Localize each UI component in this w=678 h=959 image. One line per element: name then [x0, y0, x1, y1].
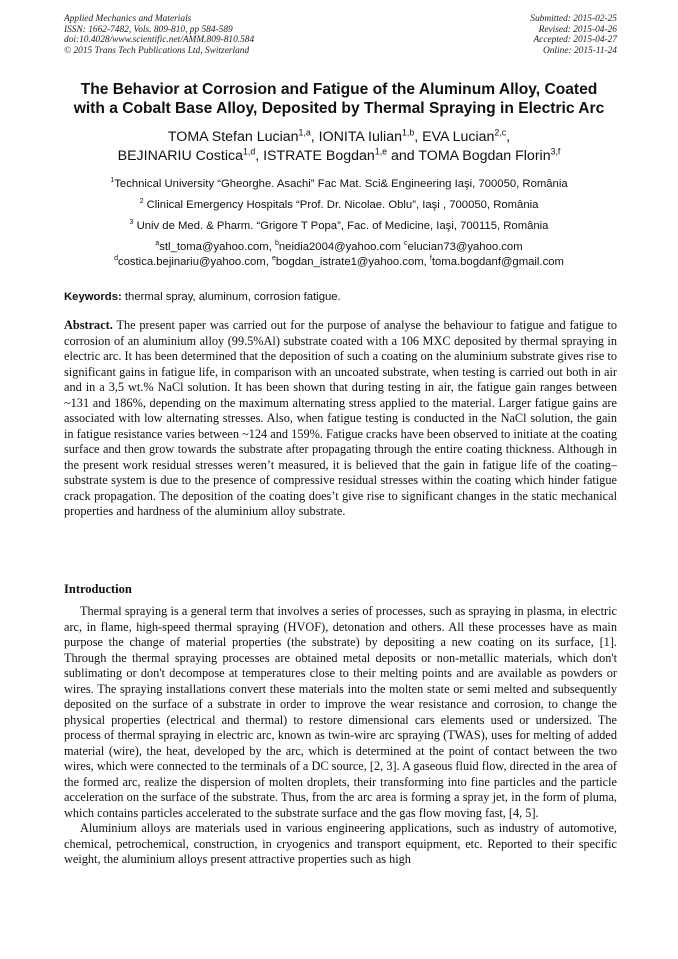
- email-link[interactable]: stl_toma@yahoo.com,: [159, 241, 275, 253]
- paragraph: Aluminium alloys are materials used in various engineering applications, such as industry of automotive, chemical, petrochemical, construction, in cryogenics and transport equipment, etc. Reported to their specific weight, the aluminium alloys present attractive properties such as high: [64, 821, 617, 866]
- keywords-label: Keywords:: [64, 291, 122, 303]
- abstract-text: The present paper was carried out for the purpose of analyse the behaviour to fatigue and fatigue to corrosion of an aluminium alloy (99.5%Al) substrate coated with a 106 MXC deposited by thermal spraying in electric arc. It has been determined that the deposition of such a coating on the aluminium substrate gives rise to significant gains in fatigue life, in comparison with an uncoated substrate, when testing is carried out both in air and in a 3,5 wt.% NaCl solution. It has been shown that during testing in air, the fatigue gain ranges between ~131 and 186%, depending on the maximum alternating stress applied to the material. Larger fatigue gains are associated with low alternating stresses. Also, when fatigue testing is conducted in the NaCl solution, the gain in fatigue resistance varies between ~124 and 159%. Fatigue cracks have been observed to initiate at the coating surface and then grow towards the substrate after propagating through the entire coating thickness. Although in the present work residual stresses weren’t measured, it is believed that the gain in fatigue life of the coating–substrate system is due to the presence of compressive residual stresses within the coating which hinder fatigue crack propagation. The deposition of the coating does’t give rise to significant changes in the static mechanical properties and hardness of the aluminium alloy substrate.: [64, 318, 617, 518]
- author-sep: ,: [506, 129, 511, 145]
- journal-copyright: © 2015 Trans Tech Publications Ltd, Switzerland: [64, 45, 250, 56]
- affiliation-sup: 2: [139, 198, 144, 206]
- affiliation-text: Univ de Med. & Pharm. “Grigore T Popa”, Fac. of Medicine, Iaşi, 700115, România: [136, 220, 549, 232]
- email-sup: e: [271, 254, 276, 262]
- section-heading-introduction: Introduction: [64, 582, 132, 596]
- affiliation-text: Clinical Emergency Hospitals “Prof. Dr. Nicolae. Oblu”, Iaşi , 700050, România: [146, 199, 539, 211]
- affiliation-text: Technical University “Gheorghe. Asachi” Fac Mat. Sci& Engineering Iaşi, 700050, România: [114, 178, 568, 190]
- emails-line-2: [40, 255, 638, 270]
- introduction-body: [64, 604, 617, 868]
- author-sup: 1,b: [401, 127, 415, 138]
- email-sup: a: [155, 240, 160, 248]
- email-link[interactable]: costica.bejinariu@yahoo.com,: [117, 255, 272, 268]
- date-online: Online: 2015-11-24: [542, 45, 617, 56]
- email-link[interactable]: bogdan_istrate1@yahoo.com,: [275, 255, 430, 268]
- title-line-2: with a Cobalt Base Alloy, Deposited by Thermal Spraying in Electric Arc: [73, 100, 605, 117]
- author-sup: 1,a: [298, 127, 311, 138]
- abstract-label: Abstract.: [64, 318, 113, 332]
- author-name: ISTRATE Bogdan: [263, 148, 375, 164]
- author-emails: [40, 240, 638, 269]
- date-submitted: Submitted: 2015-02-25: [530, 14, 617, 24]
- keywords: [64, 290, 617, 304]
- authors-line-1: [40, 128, 638, 147]
- author-sep: ,: [255, 148, 264, 164]
- abstract: [64, 318, 617, 520]
- date-revised: Revised: 2015-04-26: [538, 24, 617, 35]
- title-line-1: The Behavior at Corrosion and Fatigue of the Aluminum Alloy, Coated: [80, 81, 598, 98]
- author-name: EVA Lucian: [422, 129, 495, 145]
- email-link[interactable]: neidia2004@yahoo.com: [278, 241, 405, 253]
- author-sep: ,: [310, 129, 319, 145]
- author-sup: 1,e: [374, 146, 388, 157]
- email-link[interactable]: elucian73@yahoo.com: [407, 241, 523, 253]
- author-sep: and: [387, 148, 419, 164]
- author-sup: 2,c: [494, 127, 507, 138]
- affiliation-2: [40, 198, 638, 212]
- author-sep: ,: [414, 129, 423, 145]
- author-list: [40, 128, 638, 166]
- journal-info: [64, 14, 254, 56]
- paper-title: [40, 80, 638, 118]
- journal-name: Applied Mechanics and Materials: [64, 14, 192, 24]
- author-sup: 3,f: [550, 146, 561, 157]
- date-accepted: Accepted: 2015-04-27: [533, 35, 617, 46]
- affiliation-1: [40, 177, 638, 191]
- affiliation-sup: 1: [110, 177, 115, 185]
- email-sup: b: [274, 240, 279, 248]
- affiliation-sup: 3: [129, 219, 134, 227]
- emails-line-1: [40, 240, 638, 255]
- author-sup: 1,d: [242, 146, 256, 157]
- journal-doi: doi:10.4028/www.scientific.net/AMM.809-810.584: [64, 35, 255, 46]
- authors-line-2: [40, 147, 638, 166]
- email-link[interactable]: toma.bogdanf@gmail.com: [431, 255, 564, 268]
- author-name: BEJINARIU Costica: [117, 148, 243, 164]
- author-name: TOMA Stefan Lucian: [167, 129, 299, 145]
- publication-dates: [530, 14, 617, 56]
- journal-issn: ISSN: 1662-7482, Vols. 809-810, pp 584-589: [64, 24, 233, 35]
- author-name: IONITA Iulian: [318, 129, 402, 145]
- email-sup: f: [429, 254, 432, 262]
- author-name: TOMA Bogdan Florin: [418, 148, 551, 164]
- affiliation-3: [40, 219, 638, 233]
- email-sup: c: [404, 240, 408, 248]
- paragraph: Thermal spraying is a general term that involves a series of processes, such as spraying in plasma, in electric arc, in flame, high-speed thermal spraying (HVOF), detonation and others. All these processes have as main purpose the change of material properties (the substrate) by depositing a new coating on its surface, [1]. Through the thermal spraying processes are obtained metal deposits or non-metallic materials, which don't sublimating or don't decompose at temperatures close to their melting points and are available as powders or wires. The spraying installations convert these materials into the molten state or semi melted and subsequently deposited on the surface of a substrate in order to improve the wear resistance and corrosion, to change the physical properties (electrical and thermal) to restore dimensional cars elements used or undersized. The process of thermal spraying in electric arc, known as twin-wire arc spraying (TWAS), uses for melting of added material (wire), the heat, developed by the arc, which is determined at the point of contact between the two wires, which were connected to the terminals of a DC source, [2, 3]. A gaseous fluid flow, directed in the area of the formed arc, realize the dispersion of molten droplets, their transforming into fine particles and the particle acceleration on the surface of the substrate. Thus, from the arc area is forming a spray jet, in the form of pluma, which contains particles accelerated to the substrate surface and the gas flow moving fast, [4, 5].: [64, 604, 617, 820]
- email-sup: d: [114, 254, 118, 262]
- keywords-text: thermal spray, aluminum, corrosion fatigue.: [121, 291, 341, 303]
